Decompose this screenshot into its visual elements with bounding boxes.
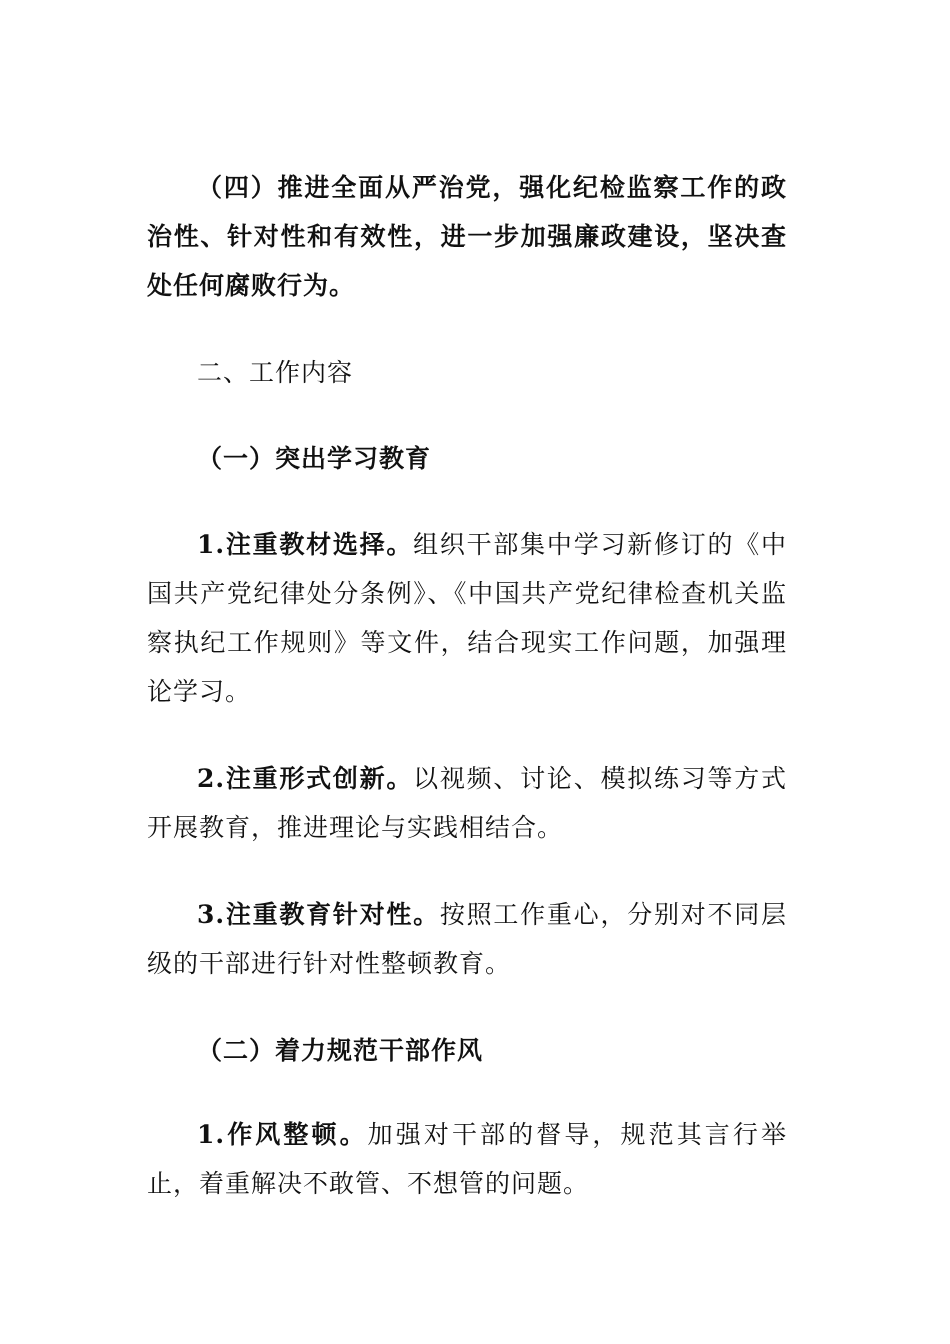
paragraph-item-4-text: （四）推进全面从严治党，强化纪检监察工作的政治性、针对性和有效性，进一步加强廉政建设，坚决查处任何腐败行为。 (147, 173, 787, 300)
item-textbook-selection (147, 520, 787, 716)
item-education-targeting-text: 按照工作重心，分别对不同层级的干部进行针对性整顿教育。 (147, 900, 787, 978)
item-textbook-selection-lead: 1.注重教材选择。 (197, 530, 414, 559)
item-conduct-rectification (147, 1110, 787, 1208)
item-textbook-selection-text: 组织干部集中学习新修订的《中国共产党纪律处分条例》、《中国共产党纪律检查机关监察执纪工作规则》等文件，结合现实工作问题，加强理论学习。 (147, 530, 787, 706)
subsection-heading-cadre-conduct: （二）着力规范干部作风 (197, 1036, 484, 1065)
item-education-targeting-lead: 3.注重教育针对性。 (197, 900, 440, 929)
item-conduct-rectification-text: 加强对干部的督导，规范其言行举止，着重解决不敢管、不想管的问题。 (147, 1120, 787, 1198)
paragraph-item-4 (147, 163, 787, 310)
item-form-innovation-lead: 2.注重形式创新。 (197, 764, 414, 793)
subsection-heading-study-education: （一）突出学习教育 (197, 444, 432, 473)
section-heading-work-content: 二、工作内容 (197, 358, 354, 387)
item-education-targeting (147, 890, 787, 988)
item-conduct-rectification-lead: 1.作风整顿。 (197, 1120, 368, 1149)
item-form-innovation-text: 以视频、讨论、模拟练习等方式开展教育，推进理论与实践相结合。 (147, 764, 787, 842)
item-form-innovation (147, 754, 787, 852)
